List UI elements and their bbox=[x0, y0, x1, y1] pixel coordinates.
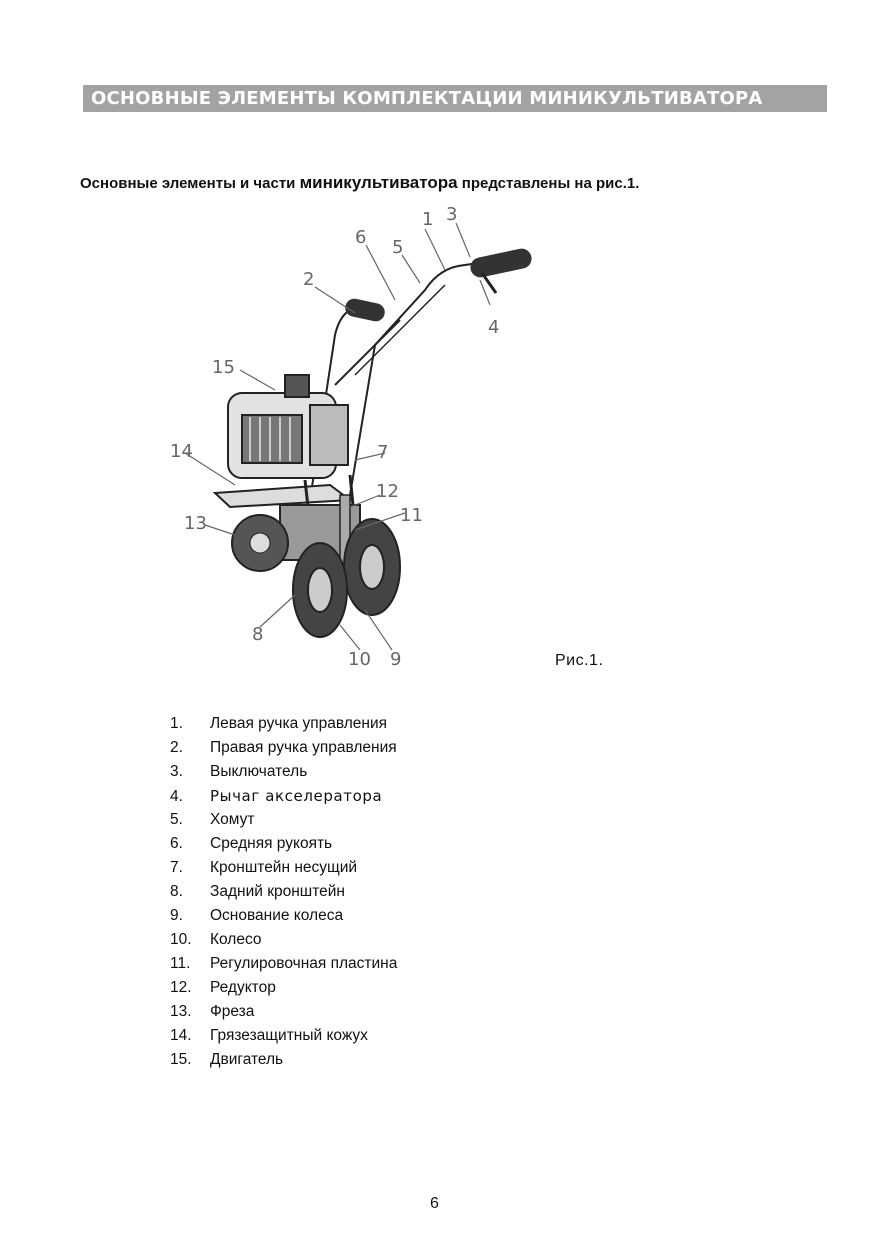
item-number: 4. bbox=[170, 788, 183, 805]
handle-frame-right bbox=[350, 262, 485, 495]
item-number: 3. bbox=[170, 763, 183, 780]
intro-text-1: Основные элементы и части bbox=[80, 175, 300, 192]
item-text: Грязезащитный кожух bbox=[210, 1027, 368, 1044]
item-text: Задний кронштейн bbox=[210, 883, 345, 900]
label-1: 1 bbox=[422, 209, 434, 230]
item-text: Основание колеса bbox=[210, 907, 344, 924]
list-item bbox=[170, 952, 397, 976]
label-9: 9 bbox=[390, 649, 402, 670]
item-number: 6. bbox=[170, 835, 183, 852]
item-number: 8. bbox=[170, 883, 183, 900]
item-text: Колесо bbox=[210, 931, 262, 948]
item-text: Редуктор bbox=[210, 979, 276, 996]
item-number: 13. bbox=[170, 1003, 192, 1020]
section-header bbox=[83, 85, 827, 112]
page-number: 6 bbox=[430, 1195, 439, 1212]
list-item bbox=[170, 1024, 397, 1048]
label-7: 7 bbox=[377, 442, 389, 463]
item-text: Рычаг акселератора bbox=[210, 787, 383, 805]
throttle-cable bbox=[355, 285, 445, 375]
item-number: 1. bbox=[170, 715, 183, 732]
engine bbox=[228, 375, 348, 478]
item-number: 12. bbox=[170, 979, 192, 996]
label-13: 13 bbox=[184, 513, 207, 534]
list-item bbox=[170, 760, 397, 784]
handle-crossbar bbox=[335, 320, 400, 385]
list-item bbox=[170, 784, 397, 808]
item-text: Кронштейн несущий bbox=[210, 859, 358, 876]
intro-text-2: миникультиватора bbox=[299, 173, 458, 192]
mud-guard bbox=[215, 485, 350, 507]
item-text: Фреза bbox=[210, 1003, 255, 1020]
parts-list bbox=[170, 712, 397, 1072]
list-item bbox=[170, 1000, 397, 1024]
label-2: 2 bbox=[303, 269, 315, 290]
intro-text-3: представлены на рис.1. bbox=[457, 175, 640, 192]
item-text: Правая ручка управления bbox=[210, 739, 397, 756]
list-item bbox=[170, 904, 397, 928]
list-item bbox=[170, 712, 397, 736]
label-8: 8 bbox=[252, 624, 264, 645]
item-number: 14. bbox=[170, 1027, 192, 1044]
item-text: Левая ручка управления bbox=[210, 715, 388, 732]
label-6: 6 bbox=[355, 227, 367, 248]
item-number: 11. bbox=[170, 955, 191, 972]
label-4: 4 bbox=[488, 317, 500, 338]
list-item bbox=[170, 1048, 397, 1072]
list-item bbox=[170, 832, 397, 856]
item-text: Двигатель bbox=[210, 1051, 284, 1068]
figure-caption: Рис.1. bbox=[555, 652, 604, 669]
section-title: ОСНОВНЫЕ ЭЛЕМЕНТЫ КОМПЛЕКТАЦИИ МИНИКУЛЬТИВАТОРА bbox=[91, 88, 763, 109]
item-number: 7. bbox=[170, 859, 183, 876]
label-10: 10 bbox=[348, 649, 371, 670]
item-text: Регулировочная пластина bbox=[210, 955, 398, 972]
list-item bbox=[170, 808, 397, 832]
label-11: 11 bbox=[400, 505, 423, 526]
item-text: Хомут bbox=[210, 811, 255, 828]
list-item bbox=[170, 928, 397, 952]
intro-paragraph bbox=[80, 173, 639, 193]
label-12: 12 bbox=[376, 481, 399, 502]
label-3: 3 bbox=[446, 204, 458, 225]
item-number: 5. bbox=[170, 811, 183, 828]
item-text: Средняя рукоять bbox=[210, 835, 333, 852]
item-number: 10. bbox=[170, 931, 192, 948]
item-text: Выключатель bbox=[210, 763, 308, 780]
label-15: 15 bbox=[212, 357, 235, 378]
list-item bbox=[170, 880, 397, 904]
left-grip bbox=[469, 247, 534, 279]
item-number: 2. bbox=[170, 739, 183, 756]
wheel-front bbox=[293, 543, 347, 637]
list-item bbox=[170, 976, 397, 1000]
list-item bbox=[170, 736, 397, 760]
item-number: 15. bbox=[170, 1051, 192, 1068]
cultivator-diagram bbox=[160, 195, 550, 680]
item-number: 9. bbox=[170, 907, 183, 924]
wheel-rear bbox=[344, 519, 400, 615]
label-5: 5 bbox=[392, 237, 404, 258]
label-14: 14 bbox=[170, 441, 193, 462]
list-item bbox=[170, 856, 397, 880]
